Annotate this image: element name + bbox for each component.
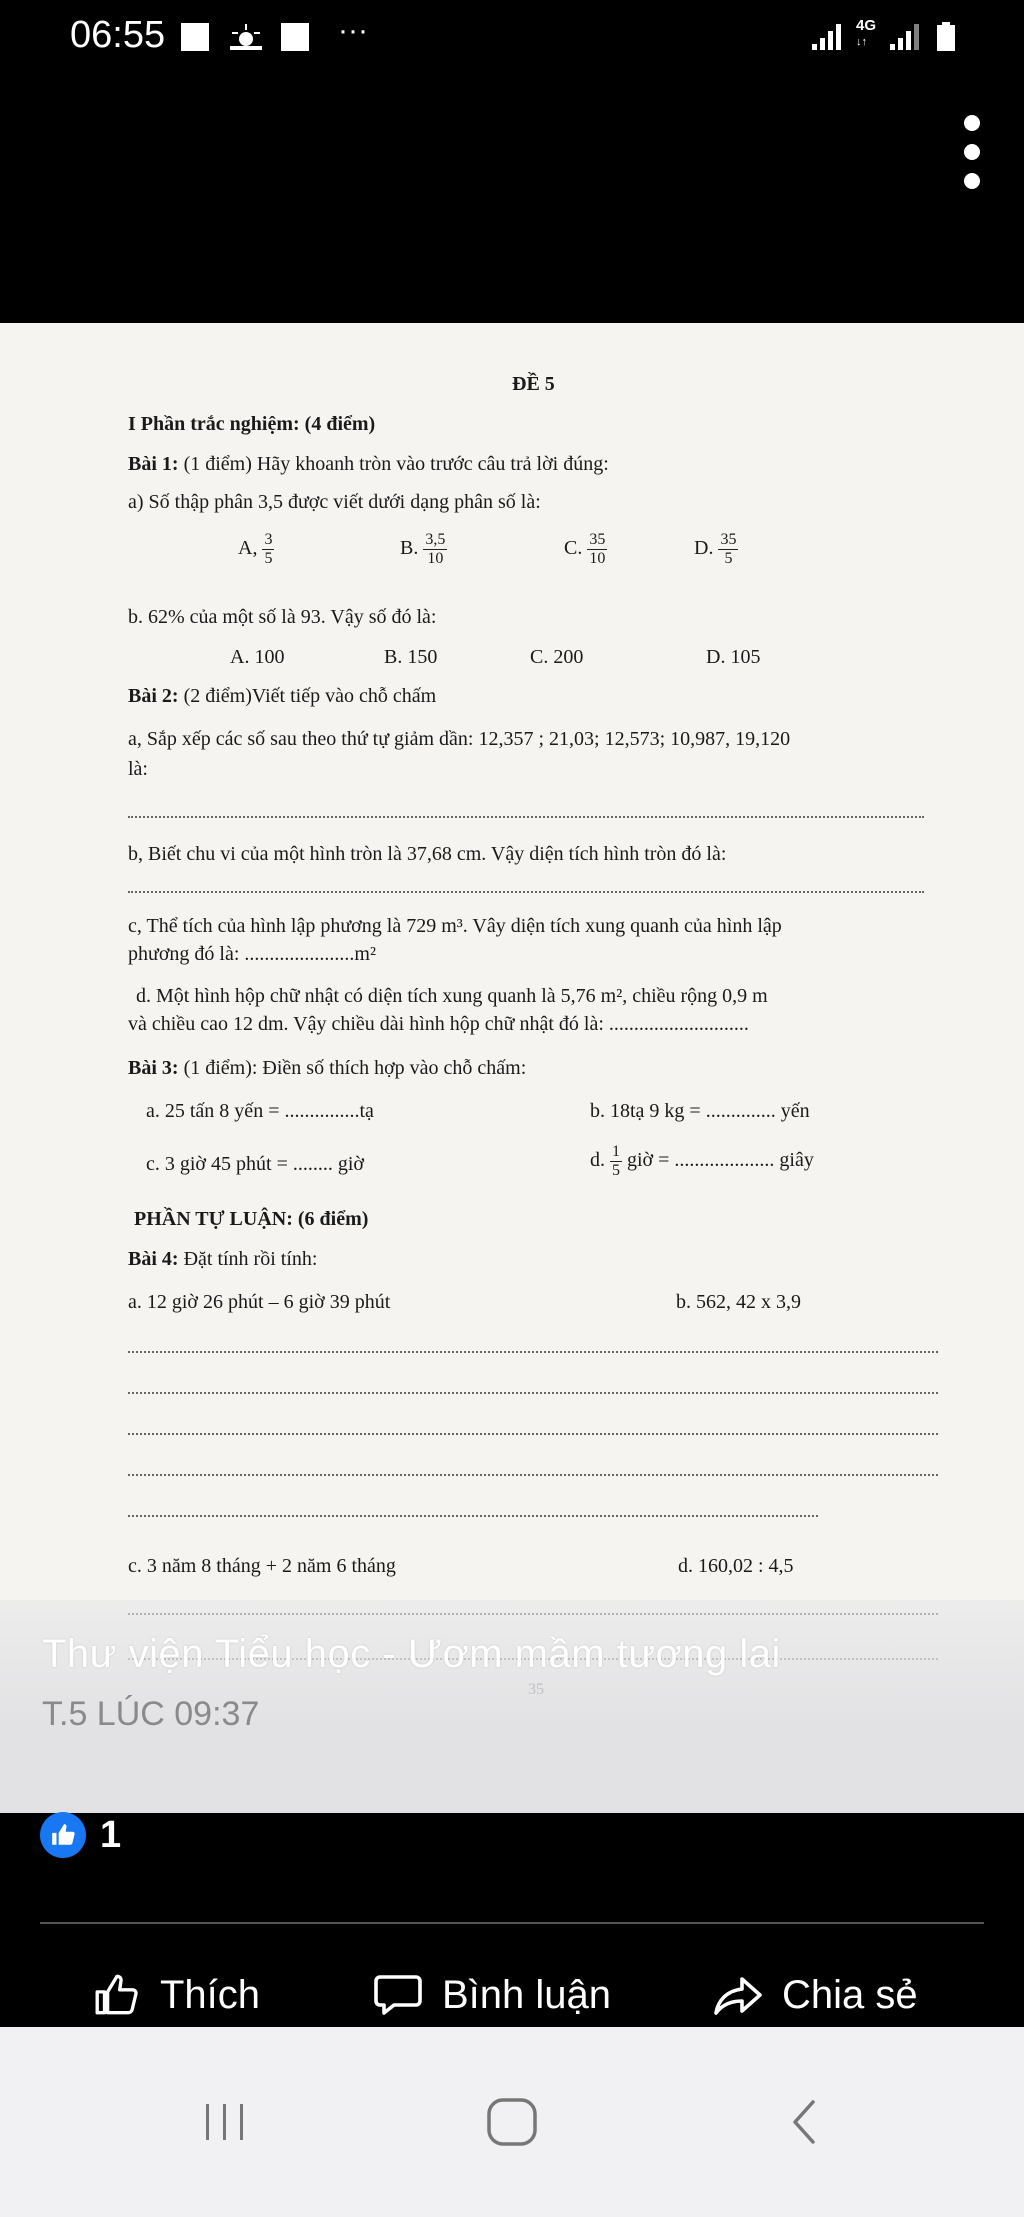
fraction	[423, 531, 447, 568]
status-bar	[0, 0, 1024, 80]
weather-icon	[228, 22, 264, 52]
denominator: 5	[612, 1162, 620, 1179]
share-icon	[712, 1970, 764, 2020]
post-time: T.5 LÚC 09:37	[42, 1695, 260, 1733]
bai2-a-line2: là:	[128, 758, 148, 780]
answer-line	[128, 891, 924, 893]
option-label: D.	[694, 537, 714, 560]
4g-label: 4G	[856, 17, 877, 34]
denominator: 5	[724, 550, 733, 567]
reaction-summary[interactable]	[40, 1810, 121, 1860]
share-label: Chia sẻ	[782, 1972, 918, 2017]
bai1-text: (1 điểm) Hãy khoanh tròn vào trước câu trả lời đúng:	[178, 453, 609, 475]
option-b	[400, 531, 447, 568]
option-b-d: D. 105	[706, 646, 761, 668]
recent-apps-icon	[200, 2100, 250, 2144]
question-b: b. 62% của một số là 93. Vậy số đó là:	[128, 606, 437, 628]
bai2-text: (2 điểm)Viết tiếp vào chỗ chấm	[178, 685, 437, 707]
post-photo[interactable]	[0, 323, 1024, 1813]
bai2-c-line1: c, Thể tích của hình lập phương là 729 m³. Vây diện tích xung quanh của hình lập	[128, 915, 782, 937]
comment-icon	[372, 1970, 424, 2020]
more-notifications-icon: ···	[338, 14, 368, 47]
bai2-d-line1: d. Một hình hộp chữ nhật có diện tích xung quanh là 5,76 m², chiều rộng 0,9 m	[136, 985, 768, 1007]
post-title[interactable]: Thư viện Tiểu học - Ươm mầm tương lai	[42, 1632, 781, 1676]
home-button[interactable]	[477, 2087, 547, 2157]
answer-line	[128, 816, 924, 818]
4g-icon: 4G ↓↑	[856, 17, 877, 48]
bai2-c-line2: phương đó là: ......................m²	[128, 943, 376, 965]
post-actions	[0, 1955, 1024, 2035]
home-icon	[484, 2097, 540, 2147]
battery-icon	[936, 22, 956, 52]
bai3-title: Bài 3:	[128, 1057, 179, 1079]
option-d	[694, 531, 738, 568]
numerator: 35	[720, 531, 737, 548]
answer-line	[128, 1474, 938, 1476]
section-2-title: PHẦN TỰ LUẬN: (6 điểm)	[134, 1208, 369, 1230]
comment-button[interactable]	[372, 1955, 611, 2035]
divider	[40, 1922, 984, 1924]
signal-icon	[810, 22, 844, 52]
fraction	[718, 531, 738, 568]
bai4-d: d. 160,02 : 4,5	[678, 1555, 794, 1577]
status-time: 06:55	[70, 14, 166, 56]
answer-line	[128, 1433, 938, 1435]
like-label: Thích	[160, 1972, 261, 2017]
option-b-b: B. 150	[384, 646, 438, 668]
share-button[interactable]	[712, 1955, 918, 2035]
bai3-c: c. 3 giờ 45 phút = ........ giờ	[146, 1153, 364, 1175]
denominator: 5	[264, 550, 273, 567]
option-label: A,	[238, 537, 258, 560]
thumbs-up-icon	[40, 1812, 86, 1858]
option-label: B.	[400, 537, 419, 560]
numerator: 3,5	[425, 531, 446, 548]
bai3	[128, 1057, 526, 1080]
exam-document	[0, 323, 1024, 1813]
numerator: 3	[264, 531, 273, 548]
fraction	[262, 531, 274, 568]
section-1-title: I Phần trắc nghiệm: (4 điểm)	[128, 413, 376, 435]
option-b-a: A. 100	[230, 646, 285, 668]
more-options-icon[interactable]	[964, 115, 984, 202]
fraction	[587, 531, 607, 568]
image-icon	[280, 22, 310, 52]
bai3-text: (1 điểm): Điền số thích hợp vào chỗ chấm:	[178, 1057, 527, 1079]
bai2-a-line1: a, Sắp xếp các số sau theo thứ tự giảm dần: 12,357 ; 21,03; 12,573; 10,987, 19,120	[128, 728, 791, 750]
image-icon	[180, 22, 210, 52]
answer-line	[128, 1515, 818, 1517]
bai3-d-rest: giờ = .................... giây	[627, 1149, 814, 1172]
fraction	[610, 1143, 622, 1180]
bai1-title: Bài 1:	[128, 453, 179, 475]
option-label: C.	[564, 537, 583, 560]
denominator: 10	[427, 550, 444, 567]
bai4-a: a. 12 giờ 26 phút – 6 giờ 39 phút	[128, 1291, 391, 1313]
back-button[interactable]	[770, 2087, 840, 2157]
option-b-c: C. 200	[530, 646, 584, 668]
numerator: 35	[589, 531, 606, 548]
signal-icon	[888, 22, 922, 52]
bai4-text: Đặt tính rồi tính:	[178, 1248, 318, 1270]
like-button[interactable]	[92, 1955, 260, 2035]
back-icon	[785, 2097, 825, 2147]
bai3-b: b. 18tạ 9 kg = .............. yến	[590, 1100, 810, 1122]
thumbs-up-outline-icon	[92, 1970, 142, 2020]
bai4-b: b. 562, 42 x 3,9	[676, 1291, 801, 1313]
bai1	[128, 453, 609, 476]
bai4	[128, 1248, 317, 1271]
doc-heading: ĐỀ 5	[512, 373, 555, 395]
option-c	[564, 531, 607, 568]
recent-apps-button[interactable]	[190, 2087, 260, 2157]
bai2-title: Bài 2:	[128, 685, 179, 707]
question-a: a) Số thập phân 3,5 được viết dưới dạng phân số là:	[128, 491, 541, 513]
bai2-d-line2: và chiều cao 12 dm. Vậy chiều dài hình hộp chữ nhật đó là: ............................	[128, 1013, 749, 1035]
bai2	[128, 685, 436, 708]
like-count: 1	[100, 1813, 122, 1856]
denominator: 10	[589, 550, 606, 567]
bai4-title: Bài 4:	[128, 1248, 179, 1270]
comment-label: Bình luận	[442, 1972, 612, 2017]
numerator: 1	[612, 1143, 620, 1160]
bai2-b: b, Biết chu vi của một hình tròn là 37,68 cm. Vậy diện tích hình tròn đó là:	[128, 843, 727, 865]
bai3-d	[590, 1143, 814, 1180]
bai3-d-label: d.	[590, 1149, 605, 1172]
answer-line	[128, 1392, 938, 1394]
bai4-c: c. 3 năm 8 tháng + 2 năm 6 tháng	[128, 1555, 396, 1577]
system-nav-bar	[0, 2027, 1024, 2217]
answer-line	[128, 1351, 938, 1353]
bai3-a: a. 25 tấn 8 yến = ...............tạ	[146, 1100, 374, 1122]
option-a	[238, 531, 274, 568]
